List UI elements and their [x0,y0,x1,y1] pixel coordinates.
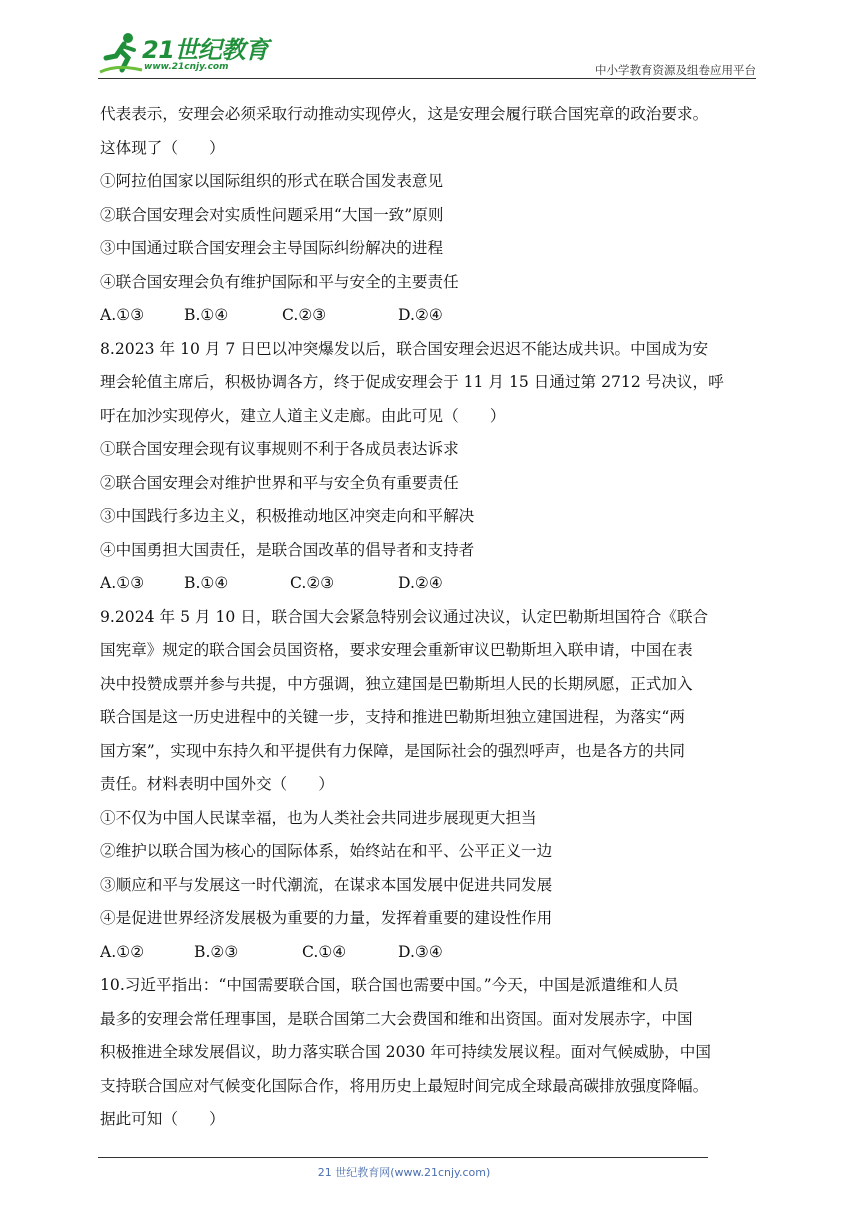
question-content [100,98,765,1137]
q9-options [100,936,765,970]
q8-statement: ③中国践行多边主义，积极推动地区冲突走向和平解决 [100,507,475,525]
q7-statement: ③中国通过联合国安理会主导国际纠纷解决的进程 [100,239,444,257]
q8-options [100,567,765,601]
q7-stem-line: 代表表示，安理会必须采取行动推动实现停火，这是安理会履行联合国宪章的政治要求。 [100,105,709,123]
q8-statement: ①联合国安理会现有议事规则不利于各成员表达诉求 [100,440,459,458]
q8-option-d[interactable]: D.②④ [398,574,443,592]
q10-stem-line: 据此可知（ ） [100,1110,225,1128]
q7-options [100,299,765,333]
q10-stem-line: 10.习近平指出：“中国需要联合国，联合国也需要中国。”今天，中国是派遣维和人员 [100,976,679,994]
q9-stem-line: 国方案”，实现中东持久和平提供有力保障，是国际社会的强烈呼声，也是各方的共同 [100,741,685,760]
runner-logo-icon [98,30,144,76]
q8-option-c[interactable]: C.②③ [290,574,335,592]
q9-option-c[interactable]: C.①④ [302,942,347,961]
q10-stem-line: 积极推进全球发展倡议，助力落实联合国 2030 年可持续发展议程。面对气候威胁，中国 [100,1043,711,1061]
q9-stem-line: 国宪章》规定的联合国会员国资格，要求安理会重新审议巴勒斯坦入联申请，中国在表 [100,641,693,659]
q10-stem-line: 最多的安理会常任理事国，是联合国第二大会费国和维和出资国。面对发展赤字，中国 [100,1009,693,1028]
q7-stem-line: 这体现了（ ） [100,138,225,157]
q7-statement: ④联合国安理会负有维护国际和平与安全的主要责任 [100,272,459,291]
logo-text: 21世纪教育 [142,36,269,64]
q9-option-b[interactable]: B.②③ [194,942,239,961]
platform-tagline: 中小学教育资源及组卷应用平台 [595,63,756,77]
q9-stem-line: 联合国是这一历史进程中的关键一步，支持和推进巴勒斯坦独立建国进程，为落实“两 [100,708,685,726]
q9-statement: ①不仅为中国人民谋幸福，也为人类社会共同进步展现更大担当 [100,808,537,827]
q8-stem-line: 8.2023 年 10 月 7 日巴以冲突爆发以后，联合国安理会迟迟不能达成共识。中国成为安 [100,339,709,358]
q10-stem-line: 支持联合国应对气候变化国际合作，将用历史上最短时间完成全球最高碳排放强度降幅。 [100,1076,709,1095]
site-logo[interactable] [98,28,268,78]
q8-option-b[interactable]: B.①④ [184,574,229,592]
q7-statement: ②联合国安理会对实质性问题采用“大国一致”原则 [100,205,444,224]
page-header [98,28,756,78]
q9-stem-line: 决中投赞成票并参与共提，中方强调，独立建国是巴勒斯坦人民的长期夙愿，正式加入 [100,674,693,693]
q8-statement: ②联合国安理会对维护世界和平与安全负有重要责任 [100,473,459,492]
q9-option-d[interactable]: D.③④ [398,942,443,961]
q7-statement: ①阿拉伯国家以国际组织的形式在联合国发表意见 [100,172,444,190]
q9-statement: ④是促进世界经济发展极为重要的力量，发挥着重要的建设性作用 [100,909,553,927]
footer-divider [98,1157,708,1158]
q8-statement: ④中国勇担大国责任，是联合国改革的倡导者和支持者 [100,540,475,559]
q9-statement: ③顺应和平与发展这一时代潮流，在谋求本国发展中促进共同发展 [100,875,553,894]
footer-link[interactable]: 21 世纪教育网(www.21cnjy.com) [317,1166,491,1179]
q7-option-b[interactable]: B.①④ [184,306,229,324]
q7-option-c[interactable]: C.②③ [282,306,327,324]
q9-stem-line: 责任。材料表明中国外交（ ） [100,775,334,793]
logo-url: www.21cnjy.com [144,62,229,72]
q7-option-d[interactable]: D.②④ [398,306,443,324]
q8-option-a[interactable]: A.①③ [100,574,145,592]
q9-option-a[interactable]: A.①② [100,942,145,961]
header-divider [98,78,756,79]
q7-option-a[interactable]: A.①③ [100,306,145,324]
q8-stem-line: 理会轮值主席后，积极协调各方，终于促成安理会于 11 月 15 日通过第 2712 号决议，呼 [100,373,724,391]
q8-stem-line: 吁在加沙实现停火，建立人道主义走廊。由此可见（ ） [100,406,506,425]
q9-stem-line: 9.2024 年 5 月 10 日，联合国大会紧急特别会议通过决议，认定巴勒斯坦国符合《联合 [100,607,709,626]
q9-statement: ②维护以联合国为核心的国际体系，始终站在和平、公平正义一边 [100,842,553,860]
